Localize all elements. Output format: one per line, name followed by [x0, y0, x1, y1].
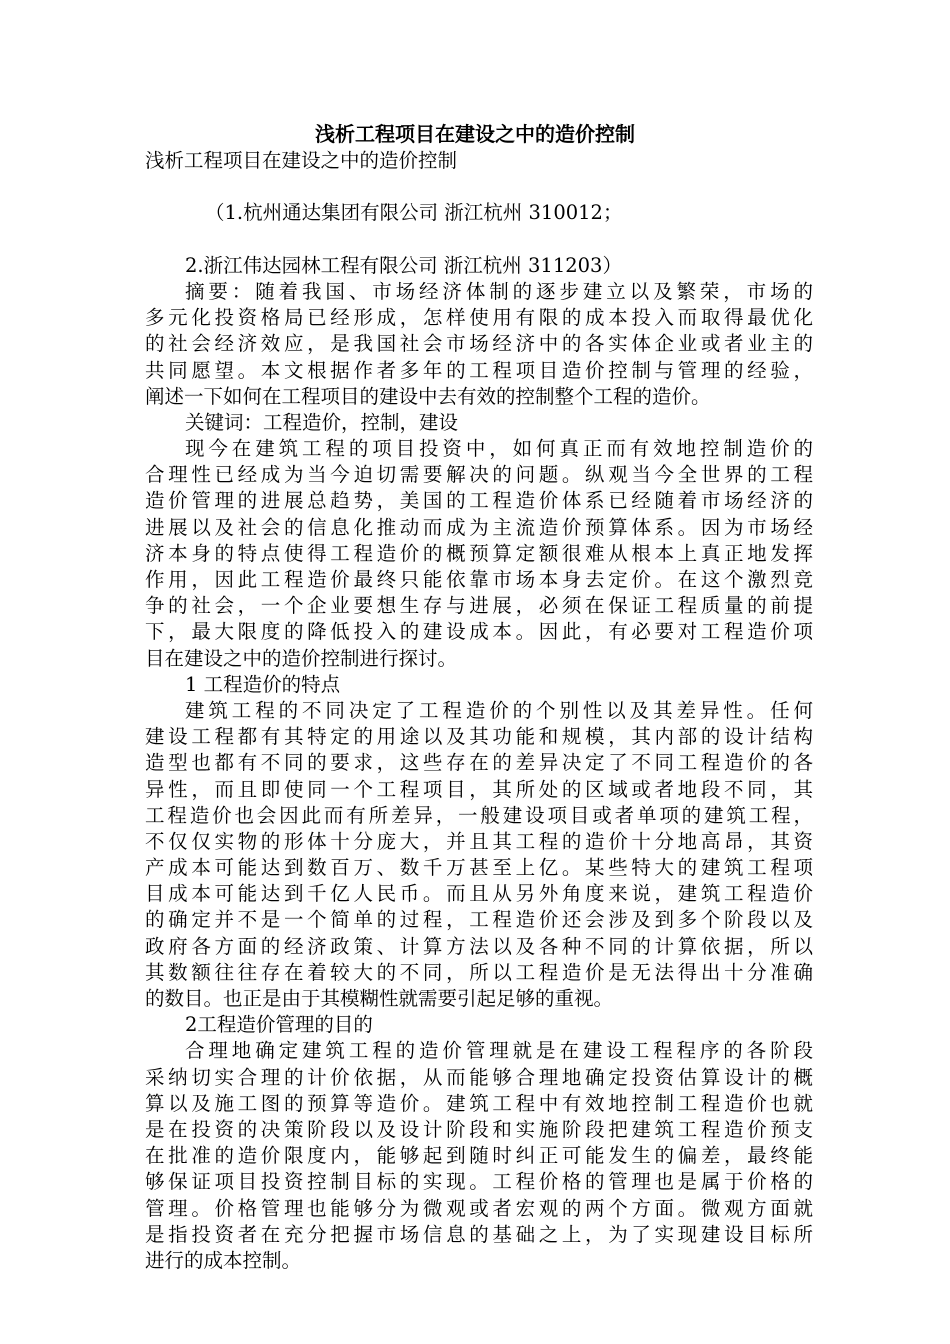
text-line: 是在投资的决策阶段以及设计阶段和实施阶段把建筑工程造价预支 — [145, 1117, 813, 1141]
text-line: 摘要：随着我国、市场经济体制的逐步建立以及繁荣，市场的 — [185, 279, 813, 303]
text-line: 2工程造价管理的目的 — [185, 1013, 373, 1037]
text-line: 在批准的造价限度内，能够起到随时纠正可能发生的偏差，最终能 — [145, 1144, 813, 1168]
text-line: 济本身的特点使得工程造价的概预算定额很难从根本上真正地发挥 — [145, 541, 813, 565]
text-line: 管理。价格管理也能够分为微观或者宏观的两个方面。微观方面就 — [145, 1196, 813, 1220]
text-line: 多元化投资格局已经形成，怎样使用有限的成本投入而取得最优化 — [145, 306, 813, 330]
text-line: 政府各方面的经济政策、计算方法以及各种不同的计算依据，所以 — [145, 934, 813, 958]
text-line: 目成本可能达到千亿人民币。而且从另外角度来说，建筑工程造价 — [145, 882, 813, 906]
text-line: 建筑工程的不同决定了工程造价的个别性以及其差异性。任何 — [185, 698, 813, 722]
text-line: 现今在建筑工程的项目投资中，如何真正而有效地控制造价的 — [185, 437, 813, 461]
text-line: 合理性已经成为当今迫切需要解决的问题。纵观当今全世界的工程 — [145, 463, 813, 487]
text-line: 工程造价也会因此而有所差异，一般建设项目或者单项的建筑工程， — [145, 803, 813, 827]
text-line: 产成本可能达到数百万、数千万甚至上亿。某些特大的建筑工程项 — [145, 856, 813, 880]
text-line: 作用，因此工程造价最终只能依靠市场本身去定价。在这个激烈竞 — [145, 568, 813, 591]
text-line: 的确定并不是一个简单的过程，工程造价还会涉及到多个阶段以及 — [145, 908, 813, 932]
text-line: 够保证项目投资控制目标的实现。工程价格的管理也是属于价格的 — [145, 1170, 813, 1194]
text-line: 2.浙江伟达园林工程有限公司 浙江杭州 311203） — [185, 253, 622, 277]
text-line: （1.杭州通达集团有限公司 浙江杭州 310012； — [205, 201, 623, 225]
text-line: 进展以及社会的信息化推动而成为主流造价预算体系。因为市场经 — [145, 515, 813, 539]
text-line: 争的社会，一个企业要想生存与进展，必须在保证工程质量的前提 — [145, 594, 813, 618]
blank-line — [145, 174, 813, 200]
text-line: 其数额往往存在着较大的不同，所以工程造价是无法得出十分准确 — [145, 960, 813, 984]
text-line: 造型也都有不同的要求，这些存在的差异决定了不同工程造价的各 — [145, 751, 813, 775]
document-body — [145, 148, 813, 1274]
text-line: 建设工程都有其特定的用途以及其功能和规模，其内部的设计结构 — [145, 725, 813, 749]
blank-line — [145, 227, 813, 253]
text-line: 是指投资者在充分把握市场信息的基础之上，为了实现建设目标所 — [145, 1222, 813, 1246]
text-line: 算以及施工图的预算等造价。建筑工程中有效地控制工程造价也就 — [145, 1091, 813, 1115]
text-line: 浅析工程项目在建设之中的造价控制 — [145, 149, 458, 172]
text-line: 异性，而且即使同一个工程项目，其所处的区域或者地段不同，其 — [145, 777, 813, 801]
text-line: 阐述一下如何在工程项目的建设中去有效的控制整个工程的造价。 — [145, 384, 711, 408]
text-line: 下，最大限度的降低投入的建设成本。因此，有必要对工程造价项 — [145, 620, 813, 644]
document-title: 浅析工程项目在建设之中的造价控制 — [315, 122, 635, 146]
text-line: 进行的成本控制。 — [145, 1248, 302, 1272]
text-line: 共同愿望。本文根据作者多年的工程项目造价控制与管理的经验， — [145, 358, 813, 382]
text-line: 合理地确定建筑工程的造价管理就是在建设工程程序的各阶段 — [185, 1039, 813, 1063]
text-line: 采纳切实合理的计价依据，从而能够合理地确定投资估算设计的概 — [145, 1065, 813, 1089]
text-line: 不仅仅实物的形体十分庞大，并且其工程的造价十分地高昂，其资 — [145, 829, 813, 853]
text-line: 造价管理的进展总趋势，美国的工程造价体系已经随着市场经济的 — [145, 489, 813, 513]
text-line: 目在建设之中的造价控制进行探讨。 — [145, 646, 458, 670]
text-line: 1 工程造价的特点 — [185, 672, 341, 696]
text-line: 关键词：工程造价，控制，建设 — [185, 410, 459, 434]
text-line: 的数目。也正是由于其模糊性就需要引起足够的重视。 — [145, 987, 614, 1010]
text-line: 的社会经济效应，是我国社会市场经济中的各实体企业或者业主的 — [145, 332, 813, 356]
